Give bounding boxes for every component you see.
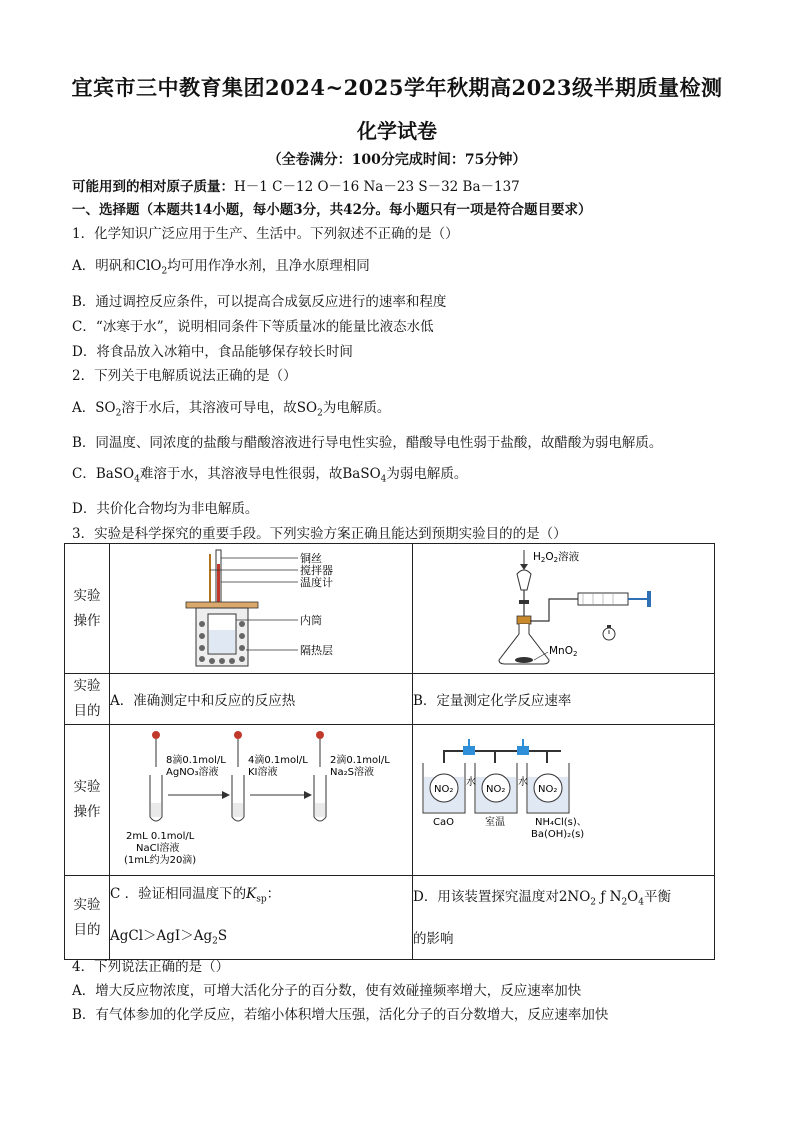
q2-option-a: [72, 396, 390, 419]
fig-a-label-1: 铜丝: [300, 552, 322, 565]
table-row: [65, 544, 715, 674]
atomic-mass-line: [72, 175, 520, 195]
goal-c-ineq-post: S: [217, 927, 228, 944]
atomic-mass-label: 可能用到的相对原子质量：: [72, 179, 234, 195]
q1-a-post: 均可用作净水剂，且净水原理相同: [167, 258, 370, 274]
op-label-cell-2: [65, 725, 110, 876]
fig-d-water-1: 水: [466, 777, 476, 788]
goal-label-cell-2: [65, 876, 110, 960]
q2-a-pre: A．SO: [72, 400, 116, 416]
experiment-table: [64, 543, 715, 960]
fig-d-flask-2: NO₂: [486, 784, 506, 795]
q4-option-a: A．增大反应物浓度，可增大活化分子的百分数，使有效碰撞频率增大，反应速率加快: [72, 983, 582, 999]
fig-c-drop1a: 8滴0.1mol/L: [166, 755, 226, 766]
equilibrium-figure: [413, 725, 714, 871]
goal-label-1: 实验: [73, 678, 101, 694]
fig-c-drop2a: 4滴0.1mol/L: [248, 755, 308, 766]
q2-c-sub: 4: [134, 474, 140, 485]
fig-d-baoh: Ba(OH)₂(s): [531, 829, 585, 840]
goal-c-line1: [110, 876, 412, 918]
goal-c-line2: [110, 918, 412, 960]
goal-d-sub: 2: [590, 897, 597, 908]
goal-c-ineq-pre: AgCl＞AgI＞Ag: [110, 927, 213, 944]
op-label-cell: [65, 544, 110, 674]
fig-d-room: 室温: [485, 817, 505, 828]
q2-option-b: B．同温度、同浓度的盐酸与醋酸溶液进行导电性实验，醋酸导电性弱于盐酸，故醋酸为弱电解质。: [72, 435, 663, 451]
figure-c-cell: [110, 725, 413, 876]
q1-a-pre: A．明矾和ClO: [72, 258, 162, 274]
fig-c-drop1b: AgNO₃溶液: [166, 767, 219, 778]
q4-stem: 4．下列说法正确的是（）: [72, 959, 230, 975]
fig-d-nh4cl: NH₄Cl(s)、: [535, 817, 587, 828]
goal-c-colon: ：: [266, 886, 281, 902]
q2-c-mid: 难溶于水，其溶液导电性很弱，故BaSO: [139, 466, 381, 482]
fig-b-label-h2o2: H2O2溶液: [533, 551, 580, 564]
goal-a: A．准确测定中和反应的反应热: [110, 674, 413, 725]
table-row: [65, 725, 715, 876]
goal-d-line2: 的影响: [413, 930, 454, 947]
fig-c-drop3b: Na₂S溶液: [330, 767, 374, 778]
fig-a-label-4: 内筒: [300, 614, 322, 627]
q1-option-b: B．通过调控反应条件，可以提高合成氨反应进行的速率和程度: [72, 294, 447, 310]
goal-d: [413, 876, 715, 960]
q2-a-mid: 溶于水后，其溶液可导电，故SO: [121, 400, 318, 416]
op-label-2b: 操作: [73, 804, 101, 820]
goal-d-sub3: 4: [638, 897, 644, 908]
q1-a-sub: 2: [161, 266, 168, 277]
fig-c-drop2b: KI溶液: [248, 767, 278, 778]
q2-c-sub2: 4: [380, 474, 387, 485]
op-label-2: 操作: [73, 612, 101, 629]
q2-a-sub: 2: [115, 408, 122, 419]
fig-a-label-2: 搅拌器: [300, 564, 333, 577]
goal-label-cell: [65, 674, 110, 725]
q4-option-b: B．有气体参加的化学反应，若缩小体积增大压强，活化分子的百分数增大，反应速率加快: [72, 1007, 609, 1023]
op-label-1b: 实验: [73, 779, 101, 795]
goal-d-line1: [413, 879, 714, 921]
exam-info: （全卷满分：100分完成时间：75分钟）: [267, 152, 527, 168]
goal-d-post: 平衡: [643, 888, 671, 905]
exam-title: 宜宾市三中教育集团2024~2025学年秋期高2023级半期质量检测: [71, 75, 723, 100]
goal-b: B．定量测定化学反应速率: [413, 674, 715, 725]
figure-a-cell: [110, 544, 413, 674]
q1-stem: 1．化学知识广泛应用于生产、生活中。下列叙述不正确的是（）: [72, 226, 459, 242]
fig-c-base2: NaCl溶液: [136, 843, 180, 854]
goal-c-text: C ．验证相同温度下的: [110, 886, 247, 902]
atomic-mass-values: H－1 C－12 O－16 Na－23 S－32 Ba－137: [234, 179, 520, 195]
table-row: [65, 876, 715, 960]
figure-b-cell: [413, 544, 715, 674]
precipitation-figure: [110, 725, 412, 871]
goal-d-pre: D．用该装置探究温度对2NO: [413, 888, 591, 905]
goal-c: [110, 876, 413, 960]
q1-option-c: C．“冰寒于水”，说明相同条件下等质量冰的能量比液态水低: [72, 319, 434, 335]
goal-c-ksp: K: [246, 886, 257, 902]
fig-a-label-5: 隔热层: [300, 644, 333, 657]
fig-d-cao: CaO: [433, 817, 454, 828]
fig-c-base1: 2mL 0.1mol/L: [126, 831, 195, 842]
q1-option-a: [72, 254, 370, 277]
q2-a-post: 为电解质。: [322, 400, 391, 416]
q2-c-pre: C．BaSO: [72, 466, 135, 482]
goal-d-mid: ƒ N: [596, 888, 622, 905]
goal-label-1b: 实验: [73, 896, 101, 913]
fig-a-label-3: 温度计: [300, 576, 333, 589]
fig-d-water-2: 水: [518, 777, 528, 788]
fig-d-flask-1: NO₂: [434, 784, 454, 795]
section-heading: 一、选择题（本题共14小题，每小题3分，共42分。每小题只有一项是符合题目要求）: [72, 202, 592, 218]
exam-subtitle: 化学试卷: [357, 119, 437, 143]
q1-option-d: D．将食品放入冰箱中，食品能够保存较长时间: [72, 344, 353, 360]
goal-label-2: 目的: [73, 703, 101, 719]
q2-a-sub2: 2: [317, 408, 323, 419]
fig-c-base3: (1mL约为20滴): [124, 855, 197, 866]
rate-apparatus-figure: [413, 544, 714, 669]
q2-option-d: D．共价化合物均为非电解质。: [72, 501, 259, 517]
goal-d-o: O: [627, 888, 639, 905]
op-label-1: 实验: [73, 587, 101, 604]
fig-c-drop3a: 2滴0.1mol/L: [330, 755, 390, 766]
figure-d-cell: [413, 725, 715, 876]
goal-c-ineq-sub: 2: [212, 936, 218, 947]
goal-d-sub2: 2: [621, 897, 628, 908]
calorimeter-figure: [110, 544, 412, 669]
goal-label-2b: 目的: [73, 921, 101, 938]
q3-stem: 3．实验是科学探究的重要手段。下列实验方案正确且能达到预期实验目的的是（）: [72, 526, 567, 542]
fig-b-label-mno2: MnO2: [549, 645, 578, 658]
q2-c-post: 为弱电解质。: [386, 466, 468, 482]
fig-d-flask-3: NO₂: [538, 784, 558, 795]
q2-option-c: [72, 462, 467, 485]
goal-c-ksp-sub: sp: [256, 894, 267, 905]
table-row: [65, 674, 715, 725]
q2-stem: 2．下列关于电解质说法正确的是（）: [72, 368, 297, 384]
